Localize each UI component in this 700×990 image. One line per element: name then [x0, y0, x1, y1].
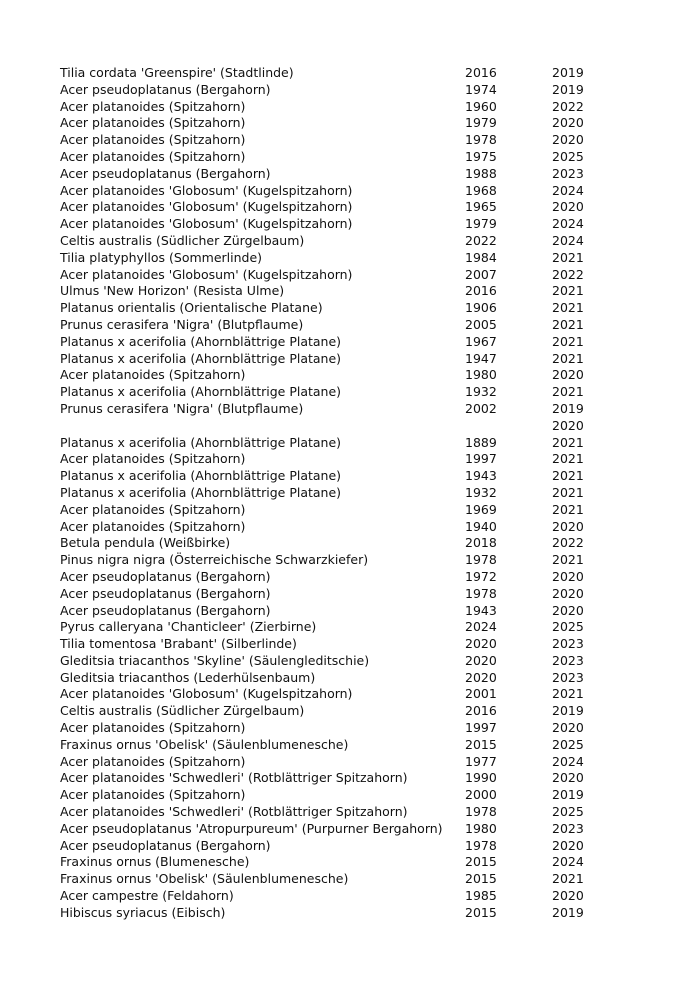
table-row — [60, 636, 612, 653]
year-planted-cell: 1988 — [465, 165, 497, 181]
year-planted-cell: 1984 — [465, 249, 497, 265]
table-row — [60, 367, 612, 384]
table-row — [60, 65, 612, 82]
tree-name-cell: Gleditsia triacanthos (Lederhülsenbaum) — [60, 669, 316, 685]
table-row — [60, 569, 612, 586]
tree-name-cell: Platanus x acerifolia (Ahornblättrige Platane) — [60, 384, 342, 400]
year-planted-cell: 2018 — [465, 535, 497, 551]
table-row — [60, 603, 612, 620]
year-inspected-cell: 2023 — [552, 669, 584, 685]
year-planted-cell: 1940 — [465, 518, 497, 534]
table-row — [60, 720, 612, 737]
year-inspected-cell: 2022 — [552, 266, 584, 282]
tree-name-cell: Acer platanoides (Spitzahorn) — [60, 132, 246, 148]
year-inspected-cell: 2019 — [552, 400, 584, 416]
year-inspected-cell: 2022 — [552, 535, 584, 551]
tree-name-cell: Platanus x acerifolia (Ahornblättrige Platane) — [60, 333, 342, 349]
year-planted-cell: 1980 — [465, 820, 497, 836]
year-planted-cell: 1990 — [465, 770, 497, 786]
year-planted-cell: 2001 — [465, 686, 497, 702]
year-inspected-cell: 2023 — [552, 636, 584, 652]
year-planted-cell: 1965 — [465, 199, 497, 215]
tree-name-cell: Acer platanoides (Spitzahorn) — [60, 753, 246, 769]
year-planted-cell: 1978 — [465, 804, 497, 820]
table-row — [60, 283, 612, 300]
tree-name-cell: Acer pseudoplatanus (Bergahorn) — [60, 165, 271, 181]
year-planted-cell: 2016 — [465, 283, 497, 299]
year-planted-cell: 1974 — [465, 81, 497, 97]
table-row — [60, 854, 612, 871]
tree-name-cell: Acer pseudoplatanus (Bergahorn) — [60, 837, 271, 853]
table-row — [60, 166, 612, 183]
table-row — [60, 401, 612, 418]
table-row — [60, 99, 612, 116]
year-inspected-cell: 2020 — [552, 115, 584, 131]
tree-name-cell: Acer platanoides 'Globosum' (Kugelspitzahorn) — [60, 199, 353, 215]
tree-name-cell: Tilia platyphyllos (Sommerlinde) — [60, 249, 263, 265]
table-row — [60, 334, 612, 351]
tree-name-cell: Betula pendula (Weißbirke) — [60, 535, 231, 551]
year-inspected-cell: 2021 — [552, 552, 584, 568]
year-inspected-cell: 2019 — [552, 904, 584, 920]
table-row — [60, 300, 612, 317]
tree-name-cell: Acer platanoides (Spitzahorn) — [60, 787, 246, 803]
table-row — [60, 418, 612, 435]
year-planted-cell: 1960 — [465, 98, 497, 114]
year-inspected-cell: 2021 — [552, 451, 584, 467]
year-planted-cell: 2015 — [465, 736, 497, 752]
year-inspected-cell: 2020 — [552, 199, 584, 215]
year-planted-cell: 1978 — [465, 552, 497, 568]
year-planted-cell: 2000 — [465, 787, 497, 803]
table-row — [60, 754, 612, 771]
year-planted-cell: 2015 — [465, 904, 497, 920]
table-row — [60, 670, 612, 687]
tree-name-cell: Gleditsia triacanthos 'Skyline' (Säulengleditschie) — [60, 652, 370, 668]
table-row — [60, 838, 612, 855]
year-planted-cell: 1979 — [465, 115, 497, 131]
table-row — [60, 586, 612, 603]
tree-name-cell: Acer platanoides (Spitzahorn) — [60, 501, 246, 517]
tree-name-cell: Platanus x acerifolia (Ahornblättrige Platane) — [60, 468, 342, 484]
year-planted-cell: 2005 — [465, 316, 497, 332]
table-row — [60, 686, 612, 703]
table-row — [60, 485, 612, 502]
tree-name-cell — [60, 418, 465, 435]
year-inspected-cell: 2024 — [552, 232, 584, 248]
year-inspected-cell: 2021 — [552, 468, 584, 484]
table-row — [60, 199, 612, 216]
year-inspected-cell: 2023 — [552, 820, 584, 836]
year-inspected-cell: 2021 — [552, 384, 584, 400]
tree-name-cell: Ulmus 'New Horizon' (Resista Ulme) — [60, 283, 285, 299]
tree-name-cell: Acer platanoides (Spitzahorn) — [60, 148, 246, 164]
year-inspected-cell: 2025 — [552, 619, 584, 635]
year-inspected-cell: 2019 — [552, 81, 584, 97]
tree-list-table — [60, 65, 612, 922]
year-planted-cell: 1889 — [465, 434, 497, 450]
year-inspected-cell: 2019 — [552, 787, 584, 803]
year-planted-cell: 1975 — [465, 148, 497, 164]
table-row — [60, 552, 612, 569]
tree-name-cell: Acer platanoides (Spitzahorn) — [60, 367, 246, 383]
year-inspected-cell: 2025 — [552, 148, 584, 164]
table-row — [60, 233, 612, 250]
tree-name-cell: Prunus cerasifera 'Nigra' (Blutpflaume) — [60, 316, 304, 332]
table-row — [60, 653, 612, 670]
tree-name-cell: Acer platanoides (Spitzahorn) — [60, 98, 246, 114]
year-planted-cell: 2016 — [465, 65, 497, 80]
tree-name-cell: Platanus x acerifolia (Ahornblättrige Platane) — [60, 350, 342, 366]
year-planted-cell: 1978 — [465, 837, 497, 853]
table-row — [60, 888, 612, 905]
year-inspected-cell: 2023 — [552, 165, 584, 181]
year-inspected-cell: 2024 — [552, 182, 584, 198]
year-inspected-cell: 2019 — [552, 703, 584, 719]
year-planted-cell: 1985 — [465, 888, 497, 904]
table-row — [60, 804, 612, 821]
tree-name-cell: Fraxinus ornus 'Obelisk' (Säulenblumenesche) — [60, 871, 349, 887]
year-inspected-cell: 2020 — [552, 132, 584, 148]
table-row — [60, 132, 612, 149]
tree-name-cell: Acer platanoides 'Globosum' (Kugelspitzahorn) — [60, 216, 353, 232]
table-row — [60, 115, 612, 132]
year-planted-cell: 1969 — [465, 501, 497, 517]
table-row — [60, 267, 612, 284]
tree-name-cell: Acer platanoides 'Schwedleri' (Rotblättriger Spitzahorn) — [60, 804, 408, 820]
year-planted-cell: 1972 — [465, 568, 497, 584]
tree-name-cell: Acer campestre (Feldahorn) — [60, 888, 234, 904]
table-row — [60, 384, 612, 401]
tree-name-cell: Tilia tomentosa 'Brabant' (Silberlinde) — [60, 636, 297, 652]
year-planted-cell: 2022 — [465, 232, 497, 248]
year-planted-cell: 1977 — [465, 753, 497, 769]
year-planted-cell: 1943 — [465, 468, 497, 484]
table-row — [60, 183, 612, 200]
year-inspected-cell: 2025 — [552, 736, 584, 752]
table-row — [60, 821, 612, 838]
year-planted-cell: 1906 — [465, 300, 497, 316]
year-planted-cell: 2015 — [465, 871, 497, 887]
year-inspected-cell: 2021 — [552, 434, 584, 450]
year-planted-cell: 1947 — [465, 350, 497, 366]
table-row — [60, 435, 612, 452]
year-inspected-cell: 2021 — [552, 316, 584, 332]
tree-name-cell: Platanus orientalis (Orientalische Platane) — [60, 300, 323, 316]
year-inspected-cell: 2020 — [552, 602, 584, 618]
tree-name-cell: Celtis australis (Südlicher Zürgelbaum) — [60, 232, 305, 248]
year-planted-cell: 2020 — [465, 652, 497, 668]
year-planted-cell: 1967 — [465, 333, 497, 349]
tree-name-cell: Acer platanoides (Spitzahorn) — [60, 720, 246, 736]
year-inspected-cell: 2021 — [552, 484, 584, 500]
tree-name-cell: Acer platanoides 'Globosum' (Kugelspitzahorn) — [60, 266, 353, 282]
tree-name-cell: Acer pseudoplatanus (Bergahorn) — [60, 585, 271, 601]
year-inspected-cell: 2021 — [552, 283, 584, 299]
year-inspected-cell: 2020 — [552, 720, 584, 736]
table-row — [60, 317, 612, 334]
tree-name-cell: Acer platanoides 'Globosum' (Kugelspitzahorn) — [60, 182, 353, 198]
year-planted-cell — [465, 418, 552, 435]
tree-name-cell: Platanus x acerifolia (Ahornblättrige Platane) — [60, 434, 342, 450]
year-planted-cell: 1932 — [465, 384, 497, 400]
year-planted-cell: 1997 — [465, 720, 497, 736]
year-planted-cell: 1979 — [465, 216, 497, 232]
year-inspected-cell: 2024 — [552, 854, 584, 870]
year-inspected-cell: 2021 — [552, 300, 584, 316]
table-row — [60, 703, 612, 720]
year-planted-cell: 1978 — [465, 132, 497, 148]
year-inspected-cell: 2020 — [552, 518, 584, 534]
year-planted-cell: 2024 — [465, 619, 497, 635]
tree-name-cell: Fraxinus ornus (Blumenesche) — [60, 854, 250, 870]
year-inspected-cell: 2021 — [552, 501, 584, 517]
year-inspected-cell: 2020 — [552, 585, 584, 601]
tree-list-body — [60, 65, 612, 922]
table-row — [60, 619, 612, 636]
year-inspected-cell: 2021 — [552, 333, 584, 349]
year-inspected-cell: 2021 — [552, 350, 584, 366]
year-planted-cell: 1978 — [465, 585, 497, 601]
year-planted-cell: 1997 — [465, 451, 497, 467]
tree-name-cell: Pyrus calleryana 'Chanticleer' (Zierbirne) — [60, 619, 317, 635]
tree-name-cell: Celtis australis (Südlicher Zürgelbaum) — [60, 703, 305, 719]
table-row — [60, 216, 612, 233]
tree-name-cell: Acer pseudoplatanus 'Atropurpureum' (Purpurner Bergahorn) — [60, 820, 443, 836]
tree-name-cell: Acer platanoides (Spitzahorn) — [60, 518, 246, 534]
tree-name-cell: Acer platanoides 'Globosum' (Kugelspitzahorn) — [60, 686, 353, 702]
year-inspected-cell: 2020 — [552, 888, 584, 904]
table-row — [60, 871, 612, 888]
table-row — [60, 502, 612, 519]
year-planted-cell: 2015 — [465, 854, 497, 870]
tree-name-cell: Acer pseudoplatanus (Bergahorn) — [60, 81, 271, 97]
year-inspected-cell: 2021 — [552, 871, 584, 887]
table-row — [60, 451, 612, 468]
tree-name-cell: Acer platanoides (Spitzahorn) — [60, 451, 246, 467]
year-inspected-cell: 2020 — [552, 367, 584, 383]
table-row — [60, 82, 612, 99]
year-inspected-cell: 2022 — [552, 98, 584, 114]
tree-name-cell: Acer platanoides (Spitzahorn) — [60, 115, 246, 131]
table-row — [60, 787, 612, 804]
year-planted-cell: 2020 — [465, 636, 497, 652]
tree-name-cell: Pinus nigra nigra (Österreichische Schwarzkiefer) — [60, 552, 369, 568]
tree-name-cell: Fraxinus ornus 'Obelisk' (Säulenblumenesche) — [60, 736, 349, 752]
year-planted-cell: 1943 — [465, 602, 497, 618]
year-inspected-cell: 2019 — [552, 65, 584, 80]
tree-name-cell: Acer pseudoplatanus (Bergahorn) — [60, 568, 271, 584]
tree-name-cell: Hibiscus syriacus (Eibisch) — [60, 904, 226, 920]
year-planted-cell: 2016 — [465, 703, 497, 719]
year-inspected-cell: 2021 — [552, 686, 584, 702]
year-inspected-cell: 2024 — [552, 216, 584, 232]
year-planted-cell: 1980 — [465, 367, 497, 383]
year-planted-cell: 1968 — [465, 182, 497, 198]
year-inspected-cell: 2020 — [552, 417, 584, 433]
tree-name-cell: Prunus cerasifera 'Nigra' (Blutpflaume) — [60, 400, 304, 416]
year-inspected-cell: 2020 — [552, 770, 584, 786]
table-row — [60, 519, 612, 536]
table-row — [60, 149, 612, 166]
year-inspected-cell: 2020 — [552, 568, 584, 584]
table-row — [60, 468, 612, 485]
year-planted-cell: 2020 — [465, 669, 497, 685]
table-row — [60, 250, 612, 267]
year-inspected-cell: 2024 — [552, 753, 584, 769]
year-inspected-cell: 2023 — [552, 652, 584, 668]
year-inspected-cell: 2021 — [552, 249, 584, 265]
tree-name-cell: Platanus x acerifolia (Ahornblättrige Platane) — [60, 484, 342, 500]
tree-name-cell: Tilia cordata 'Greenspire' (Stadtlinde) — [60, 65, 294, 80]
tree-name-cell: Acer pseudoplatanus (Bergahorn) — [60, 602, 271, 618]
table-row — [60, 351, 612, 368]
year-planted-cell: 2002 — [465, 400, 497, 416]
tree-name-cell: Acer platanoides 'Schwedleri' (Rotblättriger Spitzahorn) — [60, 770, 408, 786]
year-planted-cell: 1932 — [465, 484, 497, 500]
table-row — [60, 737, 612, 754]
year-inspected-cell: 2020 — [552, 837, 584, 853]
year-inspected-cell: 2025 — [552, 804, 584, 820]
table-row — [60, 770, 612, 787]
year-planted-cell: 2007 — [465, 266, 497, 282]
table-row — [60, 535, 612, 552]
table-row — [60, 905, 612, 922]
